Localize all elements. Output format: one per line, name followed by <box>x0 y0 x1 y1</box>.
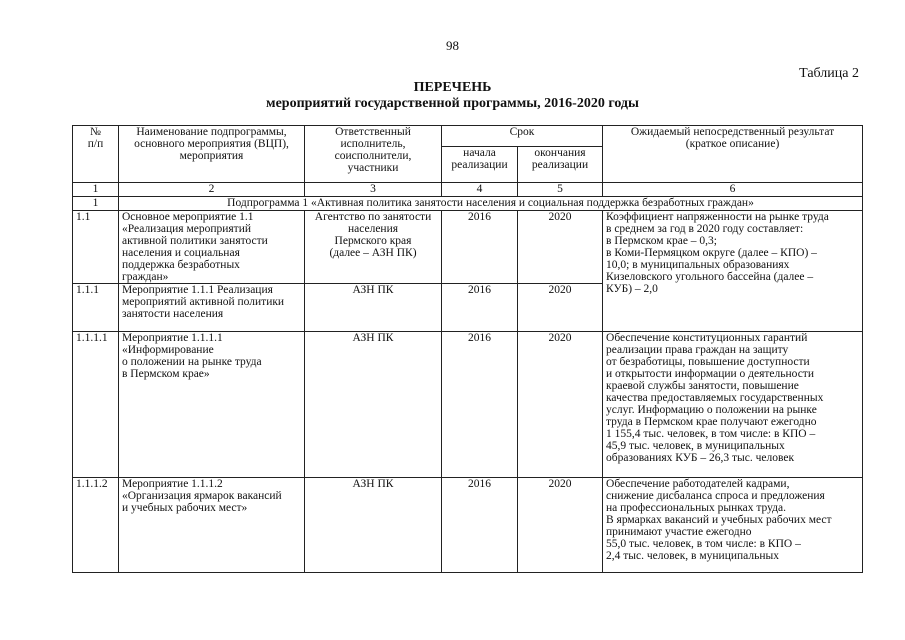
table-label: Таблица 2 <box>799 66 859 81</box>
table-row <box>73 478 863 573</box>
header-num: № п/п <box>73 126 119 183</box>
row-start-year: 2016 <box>442 211 518 284</box>
column-number: 4 <box>442 183 518 197</box>
row-name: Мероприятие 1.1.1 Реализация мероприятий активной политики занятости населения <box>119 284 305 332</box>
subprogram-row <box>73 197 863 211</box>
document-title: ПЕРЕЧЕНЬ <box>413 80 492 95</box>
row-name: Мероприятие 1.1.1.2 «Организация ярмарок вакансий и учебных рабочих мест» <box>119 478 305 573</box>
document-subtitle: мероприятий государственной программы, 2016-2020 годы <box>266 96 639 111</box>
row-executor: АЗН ПК <box>305 478 442 573</box>
header-executor: Ответственный исполнитель, соисполнители, участники <box>305 126 442 183</box>
row-end-year: 2020 <box>518 332 603 478</box>
row-end-year: 2020 <box>518 478 603 573</box>
row-executor: АЗН ПК <box>305 284 442 332</box>
header-name: Наименование подпрограммы, основного мероприятия (ВЦП), мероприятия <box>119 126 305 183</box>
row-executor: АЗН ПК <box>305 332 442 478</box>
table-row <box>73 211 863 284</box>
row-num: 1.1.1 <box>73 284 119 332</box>
row-name: Мероприятие 1.1.1.1 «Информирование о положении на рынке труда в Пермском крае» <box>119 332 305 478</box>
row-start-year: 2016 <box>442 332 518 478</box>
row-result: Обеспечение работодателей кадрами, снижение дисбаланса спроса и предложения на профессиональных рынках труда. В ярмарках вакансий и учебных рабочих мест принимают участие ежегодно 55,0 тыс. человек, в том числе: в КПО – 2,4 тыс. человек, в муниципальных <box>603 478 863 573</box>
row-result-merged: Коэффициент напряженности на рынке труда в среднем за год в 2020 году составляет: в Пермском крае – 0,3; в Коми-Пермяцком округе (далее – КПО) – 10,0; в муниципальных образованиях Кизеловского угольного бассейна (далее – КУБ) – 2,0 <box>603 211 863 332</box>
column-number: 1 <box>73 183 119 197</box>
column-number: 3 <box>305 183 442 197</box>
table-row <box>73 332 863 478</box>
column-number: 5 <box>518 183 603 197</box>
header-term-end: окончания реализации <box>518 147 603 183</box>
column-number: 2 <box>119 183 305 197</box>
page-number: 98 <box>446 38 459 53</box>
subprogram-num: 1 <box>73 197 119 211</box>
header-term-start: начала реализации <box>442 147 518 183</box>
row-end-year: 2020 <box>518 211 603 284</box>
row-start-year: 2016 <box>442 478 518 573</box>
activities-table <box>72 125 863 573</box>
row-executor: Агентство по занятости населения Пермского края (далее – АЗН ПК) <box>305 211 442 284</box>
header-term: Срок <box>442 126 603 147</box>
header-result: Ожидаемый непосредственный результат (краткое описание) <box>603 126 863 183</box>
row-end-year: 2020 <box>518 284 603 332</box>
row-num: 1.1.1.2 <box>73 478 119 573</box>
row-start-year: 2016 <box>442 284 518 332</box>
row-result: Обеспечение конституционных гарантий реализации права граждан на защиту от безработицы, повышение доступности и открытости информации о деятельности краевой службы занятости, повышение качества предоставляемых государственных услуг. Информацию о положении на рынке труда в Пермском крае получают ежегодно 1 155,4 тыс. человек, в том числе: в КПО – 45,9 тыс. человек, в муниципальных образованиях КУБ – 26,3 тыс. человек <box>603 332 863 478</box>
row-num: 1.1 <box>73 211 119 284</box>
row-num: 1.1.1.1 <box>73 332 119 478</box>
row-name: Основное мероприятие 1.1 «Реализация мероприятий активной политики занятости населения и социальная поддержка безработных граждан» <box>119 211 305 284</box>
column-number: 6 <box>603 183 863 197</box>
subprogram-title: Подпрограмма 1 «Активная политика занятости населения и социальная поддержка безработных граждан» <box>119 197 863 211</box>
